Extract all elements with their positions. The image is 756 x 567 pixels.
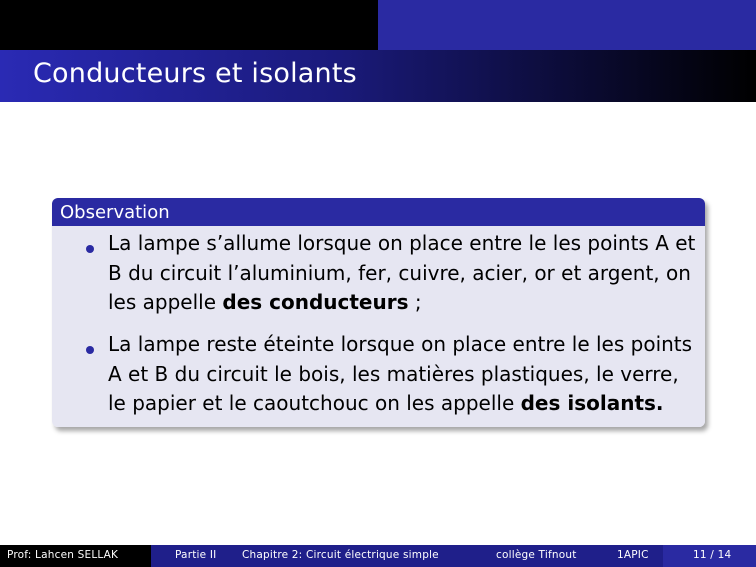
footer-part: Partie II [175, 549, 217, 561]
footer-author: Prof: Lahcen SELLAK [7, 549, 119, 561]
slide-title: Conducteurs et isolants [33, 58, 357, 89]
observation-block [52, 198, 705, 427]
block-header [52, 198, 705, 226]
footer-school: collège Tifnout [496, 549, 577, 561]
item-bold-text: des isolants. [520, 391, 664, 415]
footer-bar [0, 545, 756, 567]
footer-page-panel [663, 545, 756, 567]
item-text: La lampe reste éteinte lorsque on place entre le les points A et B du circuit le bois, les matières plastiques, le verre, le papier et le caoutchouc on les appelle [108, 332, 693, 415]
title-bar [0, 50, 756, 102]
page-number: 11 / 14 [693, 549, 732, 561]
bullet-icon [86, 346, 94, 354]
list-item-insulators [108, 330, 698, 419]
footer-chapter: Chapitre 2: Circuit électrique simple [242, 549, 439, 561]
block-title: Observation [60, 202, 170, 223]
item-text-after: ; [408, 290, 422, 314]
block-body [52, 226, 705, 427]
bullet-icon [86, 245, 94, 253]
nav-left-panel [0, 0, 378, 50]
nav-right-panel [378, 0, 756, 50]
list-item-conductors [108, 229, 698, 318]
item-text: La lampe s’allume lorsque on place entre le les points A et B du circuit l’aluminium, fer, cuivre, acier, or et argent, on les appelle [108, 231, 696, 314]
footer-title-panel [151, 545, 663, 567]
footer-author-panel [0, 545, 151, 567]
top-navigation [0, 0, 756, 50]
footer-level: 1APIC [617, 549, 649, 561]
item-bold-text: des conducteurs [222, 290, 409, 314]
